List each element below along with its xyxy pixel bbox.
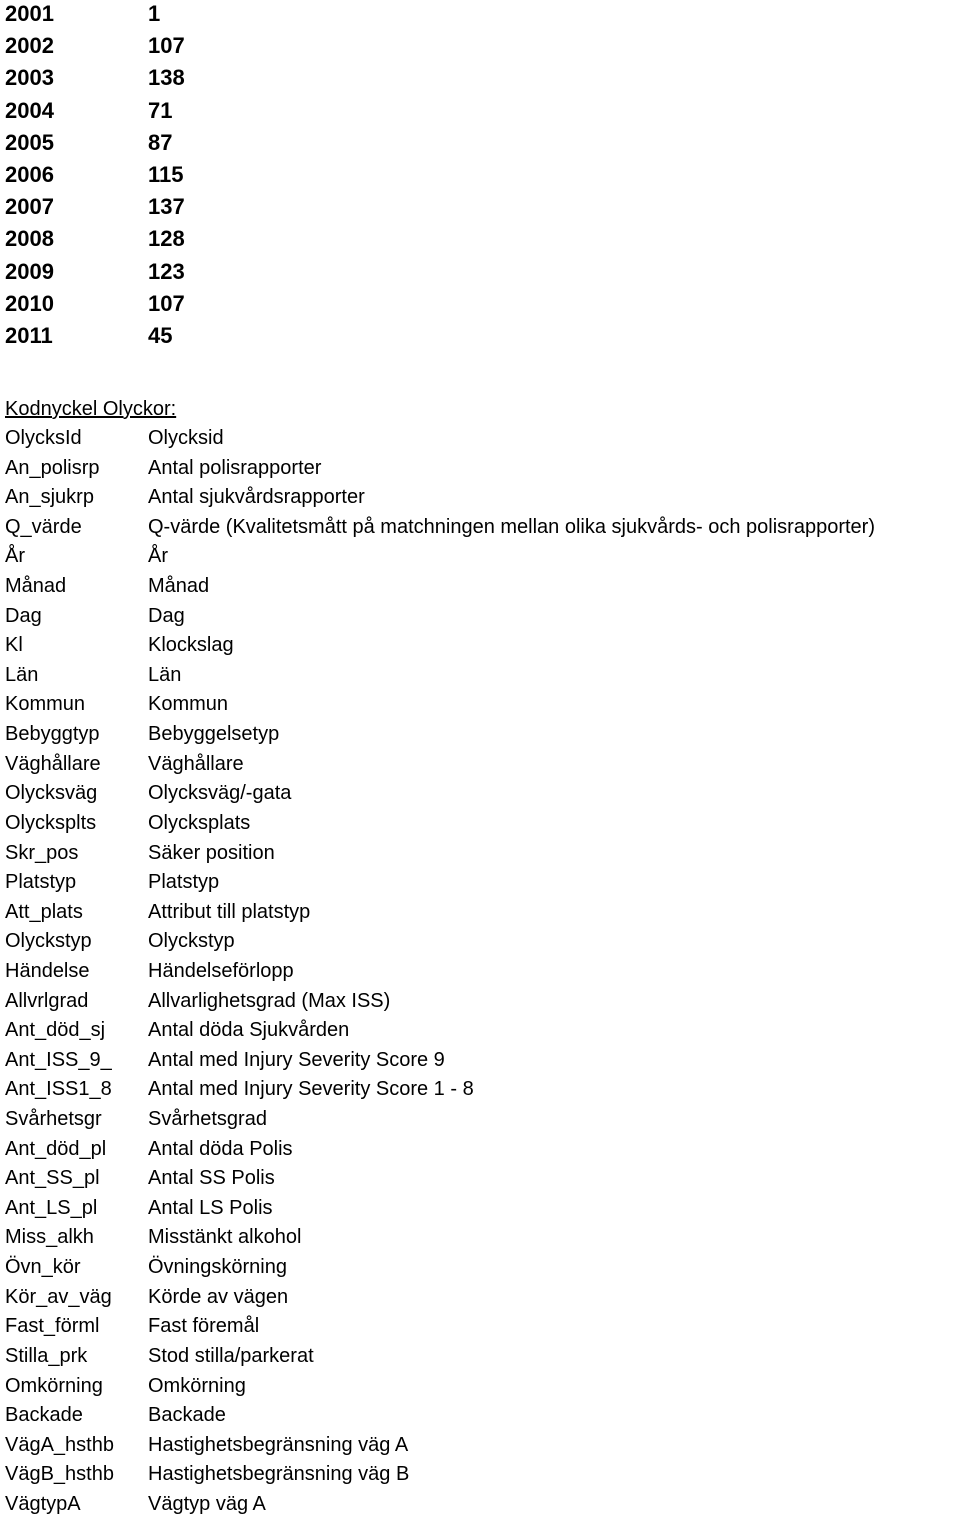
year-row: [5, 258, 185, 290]
key-code: År: [5, 545, 25, 568]
year-row: [5, 322, 185, 354]
key-description: Platstyp: [148, 871, 220, 894]
key-row: [5, 1372, 875, 1402]
year-row: [5, 161, 185, 193]
key-row: [5, 1312, 875, 1342]
key-description: Omkörning: [148, 1374, 246, 1397]
count-cell: 115: [148, 161, 184, 187]
key-description: Antal LS Polis: [148, 1196, 273, 1219]
key-code: Ant_ISS1_8: [5, 1078, 112, 1101]
key-description: Månad: [148, 575, 210, 598]
key-description: Klockslag: [148, 634, 234, 657]
key-code: Ant_SS_pl: [5, 1167, 100, 1190]
key-code: Händelse: [5, 959, 90, 982]
key-code: Ant_död_sj: [5, 1019, 106, 1042]
count-cell: 123: [148, 258, 185, 284]
year-row: [5, 129, 185, 161]
key-code: Olyckstyp: [5, 930, 92, 953]
key-row: [5, 1283, 875, 1313]
year-cell: 2001: [5, 1, 54, 26]
key-code: Väghållare: [5, 752, 101, 775]
key-code: VägA_hsthb: [5, 1433, 114, 1456]
year-cell: 2004: [5, 97, 54, 123]
key-description: Körde av vägen: [148, 1285, 289, 1308]
year-row: [5, 64, 185, 96]
key-code: Fast_förml: [5, 1315, 100, 1338]
key-code: VägtypA: [5, 1492, 81, 1515]
key-code: Miss_alkh: [5, 1226, 94, 1249]
year-cell: 2007: [5, 194, 54, 220]
count-cell: 137: [148, 194, 185, 220]
key-description: Svårhetsgrad: [148, 1108, 267, 1131]
key-row: [5, 1016, 875, 1046]
year-cell: 2010: [5, 290, 54, 316]
key-code: Bebyggtyp: [5, 723, 100, 746]
key-code: Olycksväg: [5, 782, 98, 805]
key-row: [5, 631, 875, 661]
key-code: Ant_ISS_9_: [5, 1048, 112, 1071]
key-description: Allvarlighetsgrad (Max ISS): [148, 989, 391, 1012]
year-row: [5, 32, 185, 64]
key-description: Antal polisrapporter: [148, 456, 322, 479]
key-description: Hastighetsbegränsning väg B: [148, 1463, 410, 1486]
key-code: Månad: [5, 575, 67, 598]
key-row: [5, 839, 875, 869]
key-description: Väghållare: [148, 752, 244, 775]
key-description: Övningskörning: [148, 1256, 287, 1279]
year-row: [5, 225, 185, 257]
year-cell: 2011: [5, 322, 53, 348]
key-description: Antal döda Polis: [148, 1137, 293, 1160]
key-code: Kör_av_väg: [5, 1285, 112, 1308]
key-code: Q_värde: [5, 515, 82, 538]
key-row: [5, 957, 875, 987]
key-row: [5, 750, 875, 780]
key-code: OlycksId: [5, 427, 82, 449]
year-cell: 2006: [5, 161, 54, 187]
key-description: Händelseförlopp: [148, 959, 294, 982]
key-code: Kl: [5, 634, 23, 657]
year-cell: 2009: [5, 258, 54, 284]
key-code: Backade: [5, 1404, 83, 1427]
key-row: [5, 1223, 875, 1253]
key-description: Antal sjukvårdsrapporter: [148, 486, 365, 509]
key-code: Allvrlgrad: [5, 989, 89, 1012]
key-code: Olycksplts: [5, 811, 97, 834]
key-description: Antal med Injury Severity Score 1 - 8: [148, 1078, 474, 1101]
key-description: Antal döda Sjukvården: [148, 1019, 350, 1042]
year-row: [5, 97, 185, 129]
key-description: Bebyggelsetyp: [148, 723, 280, 746]
key-row: [5, 483, 875, 513]
key-row: [5, 1342, 875, 1372]
count-cell: 1: [148, 1, 161, 26]
key-row: [5, 602, 875, 632]
key-description: Vägtyp väg A: [148, 1492, 266, 1515]
year-cell: 2005: [5, 129, 54, 155]
year-cell: 2003: [5, 65, 54, 91]
key-row: [5, 1105, 875, 1135]
key-row: [5, 1490, 875, 1520]
year-row: [5, 0, 185, 32]
count-cell: 107: [148, 33, 185, 59]
key-description: Misstänkt alkohol: [148, 1226, 302, 1249]
key-row: [5, 1046, 875, 1076]
count-cell: 138: [148, 65, 185, 91]
key-description: Olyckstyp: [148, 930, 235, 953]
code-key-list: [5, 424, 875, 1520]
key-row: [5, 1460, 875, 1490]
key-description: Olycksid: [148, 427, 224, 449]
key-row: [5, 1194, 875, 1224]
year-row: [5, 290, 185, 322]
key-description: Dag: [148, 604, 185, 627]
key-code: Län: [5, 663, 39, 686]
key-row: [5, 1164, 875, 1194]
key-code: Svårhetsgr: [5, 1108, 102, 1131]
year-count-table: [5, 0, 185, 354]
key-row: [5, 1431, 875, 1461]
key-code: Skr_pos: [5, 841, 79, 864]
key-description: Säker position: [148, 841, 275, 864]
count-cell: 87: [148, 129, 173, 155]
key-code: Ant_död_pl: [5, 1137, 107, 1160]
key-description: Antal SS Polis: [148, 1167, 275, 1190]
year-cell: 2002: [5, 33, 54, 59]
key-row: [5, 927, 875, 957]
key-description: År: [148, 545, 168, 568]
key-description: Län: [148, 663, 182, 686]
count-cell: 45: [148, 322, 173, 348]
key-row: [5, 1253, 875, 1283]
key-row: [5, 779, 875, 809]
key-code: VägB_hsthb: [5, 1463, 114, 1486]
key-row: [5, 1401, 875, 1431]
key-description: Q-värde (Kvalitetsmått på matchningen mellan olika sjukvårds- och polisrapporter): [148, 515, 875, 538]
key-row: [5, 690, 875, 720]
key-code: An_sjukrp: [5, 486, 94, 509]
key-title: Kodnyckel Olyckor:: [5, 398, 177, 420]
key-description: Antal med Injury Severity Score 9: [148, 1048, 445, 1071]
key-description: Olycksväg/-gata: [148, 782, 292, 805]
key-code: Övn_kör: [5, 1256, 81, 1279]
key-description: Kommun: [148, 693, 229, 716]
key-description: Olycksplats: [148, 811, 251, 834]
key-description: Stod stilla/parkerat: [148, 1344, 314, 1367]
key-row: [5, 809, 875, 839]
count-cell: 107: [148, 290, 185, 316]
key-row: [5, 1075, 875, 1105]
count-cell: 128: [148, 226, 185, 252]
key-code: Dag: [5, 604, 42, 627]
key-code: Ant_LS_pl: [5, 1196, 98, 1219]
key-row: [5, 898, 875, 928]
key-row: [5, 572, 875, 602]
key-description: Backade: [148, 1404, 226, 1427]
key-row: [5, 987, 875, 1017]
key-row: [5, 454, 875, 484]
key-code: Omkörning: [5, 1374, 103, 1397]
key-row: [5, 1135, 875, 1165]
year-row: [5, 193, 185, 225]
count-cell: 71: [148, 97, 173, 123]
key-code: Platstyp: [5, 871, 77, 894]
key-code: Kommun: [5, 693, 86, 716]
key-row: [5, 542, 875, 572]
year-cell: 2008: [5, 226, 54, 252]
key-description: Attribut till platstyp: [148, 900, 311, 923]
key-row: [5, 720, 875, 750]
key-description: Fast föremål: [148, 1315, 260, 1338]
key-code: Stilla_prk: [5, 1344, 88, 1367]
key-code: Att_plats: [5, 900, 83, 923]
key-row: [5, 868, 875, 898]
key-row: [5, 661, 875, 691]
key-code: An_polisrp: [5, 456, 100, 479]
key-description: Hastighetsbegränsning väg A: [148, 1433, 409, 1456]
key-row: [5, 513, 875, 543]
key-row: [5, 424, 875, 454]
